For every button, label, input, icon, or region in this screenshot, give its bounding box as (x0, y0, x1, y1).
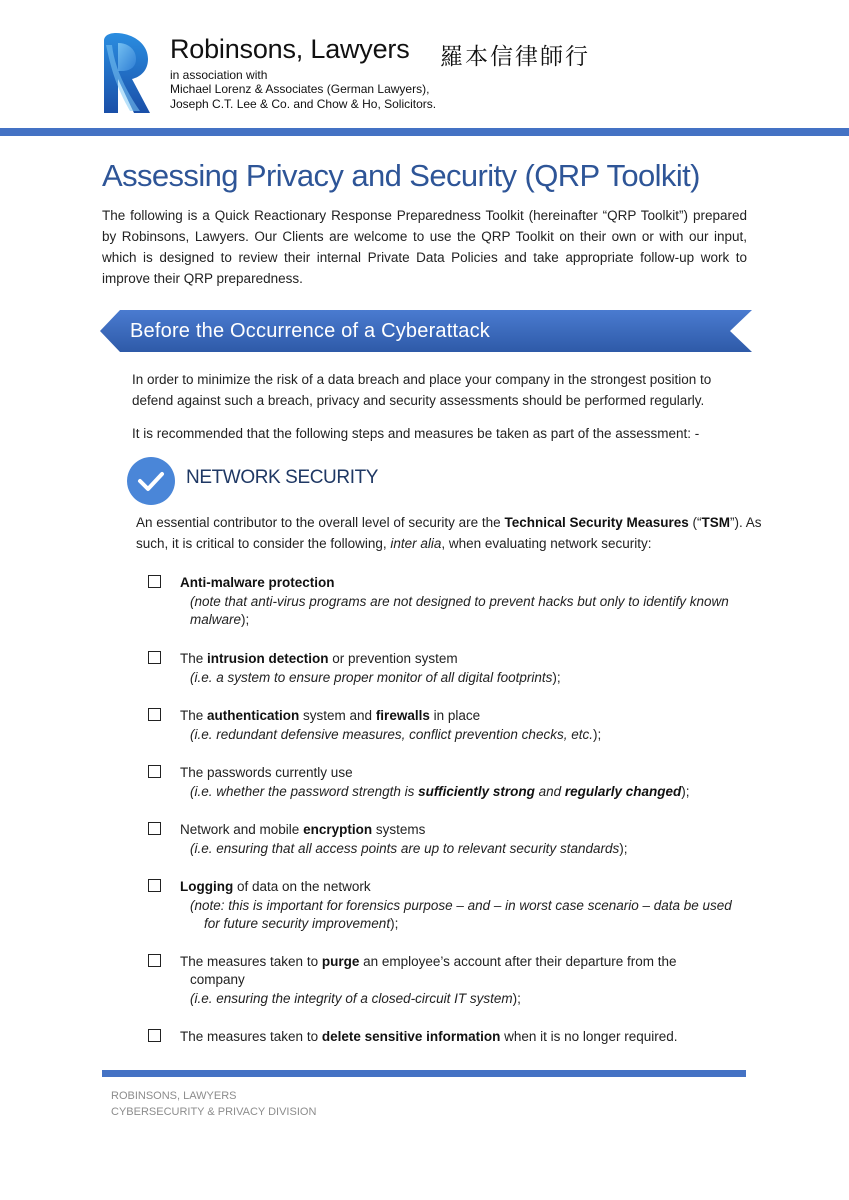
checklist-item-label: Network and mobile encryption systems (180, 822, 426, 837)
network-security-intro: An essential contributor to the overall level of security are the Technical Security Measures (“TSM”). As such, it is critical to consider the following, inter alia, when evaluating network security: (136, 515, 762, 551)
checkbox[interactable] (148, 879, 161, 892)
footer-division: CYBERSECURITY & PRIVACY DIVISION (111, 1106, 317, 1118)
checkbox[interactable] (148, 708, 161, 721)
footer-firm-name: ROBINSONS, LAWYERS (111, 1090, 237, 1102)
association-line: Michael Lorenz & Associates (German Lawyers), (170, 82, 430, 96)
checklist-item-label-continuation: company (190, 972, 245, 987)
checklist-item-note: (i.e. ensuring that all access points are up to relevant security standards); (190, 841, 628, 856)
checklist-item-label: The intrusion detection or prevention system (180, 651, 458, 666)
checklist-item-label: The authentication system and firewalls in place (180, 708, 481, 723)
intro-paragraph: The following is a Quick Reactionary Response Preparedness Toolkit (hereinafter “QRP Toolkit”) prepared by Robinsons, Lawyers. Our Clients are welcome to use the QRP Toolkit on their own or with our input, which is designed to review their internal Private Data Policies and take appropriate follow-up work to improve their QRP preparedness. (102, 208, 747, 286)
checklist-item-label: Logging of data on the network (180, 879, 371, 894)
checkbox[interactable] (148, 765, 161, 778)
checklist-item-label: The passwords currently use (180, 765, 353, 780)
network-security-heading: NETWORK SECURITY (186, 467, 379, 488)
checklist-item-note: (note that anti-virus programs are not designed to prevent hacks but only to identify known malware); (190, 594, 729, 627)
checkbox[interactable] (148, 575, 161, 588)
section-paragraph: In order to minimize the risk of a data breach and place your company in the strongest position to defend against such a breach, privacy and security assessments should be performed regularly. (132, 372, 712, 408)
checklist-item-label: The measures taken to delete sensitive information when it is no longer required. (180, 1029, 678, 1044)
checklist-item-note: (i.e. redundant defensive measures, conflict prevention checks, etc.); (190, 727, 602, 742)
section-paragraph: It is recommended that the following steps and measures be taken as part of the assessment: - (132, 426, 700, 441)
checklist-item-note: (i.e. whether the password strength is sufficiently strong and regularly changed); (190, 784, 690, 799)
association-line: in association with (170, 68, 268, 82)
checklist-item-label: The measures taken to purge an employee’s account after their departure from the (180, 954, 677, 969)
checkbox[interactable] (148, 954, 161, 967)
checkbox[interactable] (148, 651, 161, 664)
checklist-item-label: Anti-malware protection (180, 575, 335, 590)
association-line: Joseph C.T. Lee & Co. and Chow & Ho, Solicitors. (170, 97, 437, 111)
footer-rule (102, 1070, 746, 1077)
checklist-item-note: (i.e. a system to ensure proper monitor of all digital footprints); (190, 670, 561, 685)
checklist-item-note: (note: this is important for forensics purpose – and – in worst case scenario – data be used for future security improvement); (190, 898, 732, 931)
checkmark-circle-icon (127, 457, 175, 505)
firm-name: Robinsons, Lawyers (170, 34, 410, 64)
checklist-item-note: (i.e. ensuring the integrity of a closed-circuit IT system); (190, 991, 521, 1006)
header-rule (0, 128, 849, 136)
checkbox[interactable] (148, 822, 161, 835)
checkbox[interactable] (148, 1029, 161, 1042)
page-title: Assessing Privacy and Security (QRP Toolkit) (102, 158, 700, 193)
firm-logo (100, 33, 152, 115)
section-banner-title: Before the Occurrence of a Cyberattack (130, 320, 490, 342)
firm-name-chinese: 羅本信律師行 (440, 44, 590, 70)
